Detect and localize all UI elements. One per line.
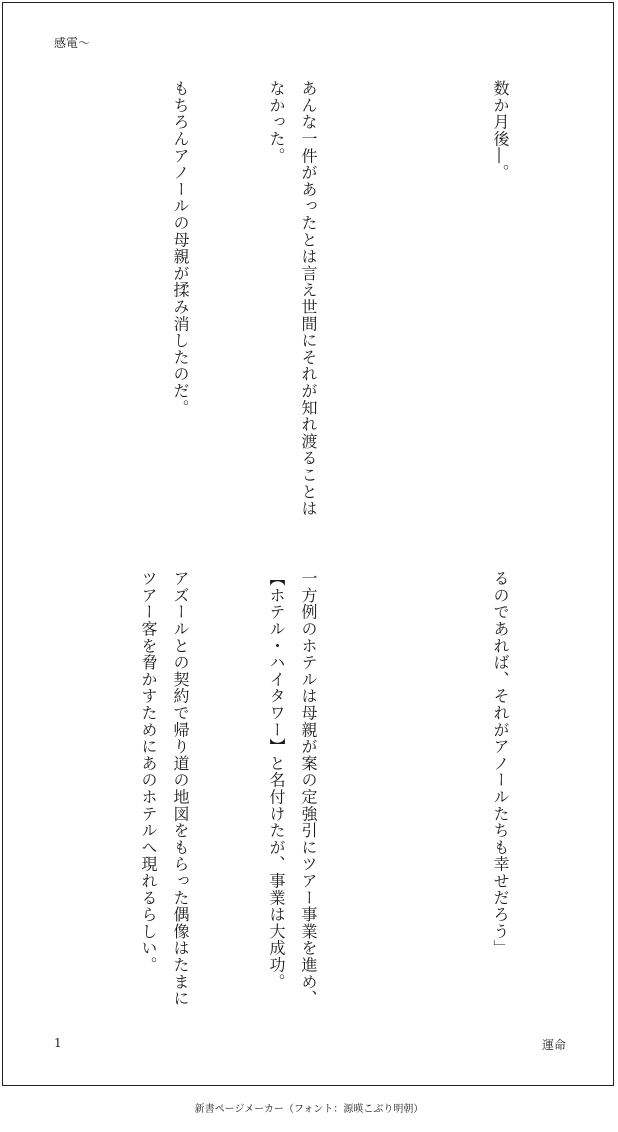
text-column-top	[40, 80, 580, 520]
paragraph	[0, 80, 4, 520]
paragraph	[36, 570, 68, 1010]
page-number: 1	[54, 1036, 62, 1050]
chapter-title: 運命	[541, 1038, 566, 1052]
paragraph	[388, 570, 420, 1010]
header-title: 感電〜	[54, 36, 91, 50]
paragraph: もちろんアノールの母親が揉み消したのだ。	[171, 80, 190, 416]
paragraph: アズールとの契約で帰り道の地図をもらった偶像はたまにツアー客を脅かすためにあのホテルへ現れるらしい。	[139, 570, 190, 1007]
paragraph: 数か月後―。	[491, 80, 510, 181]
paragraph: るのであれば、それがアノールたちも幸せだろう」	[491, 570, 510, 957]
paragraph	[68, 80, 100, 520]
footer-credit: 新書ページメーカー（フォント：源暎こぶり明朝）	[194, 1104, 424, 1115]
paragraph	[388, 80, 420, 520]
paragraph: あんな一件があったとは言え世間にそれが知れ渡ることはなかった。	[267, 80, 318, 517]
paragraph: 一方例のホテルは母親が案の定強引にツアー事業を進め、【ホテル・ハイタワー】と名付けたが、事業は大成功。	[267, 570, 318, 1007]
text-column-bottom	[40, 570, 580, 1010]
